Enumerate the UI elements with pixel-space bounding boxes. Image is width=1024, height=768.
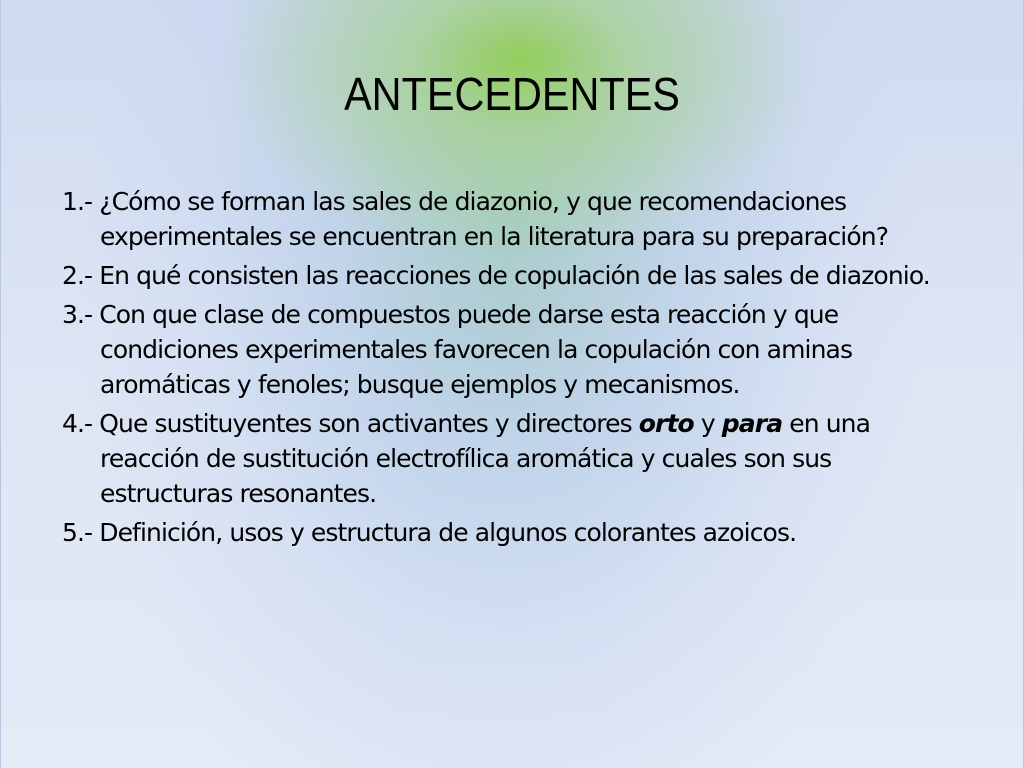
slide-title: ANTECEDENTES [344,68,680,120]
question-item-5: 5.- Definición, usos y estructura de algunos colorantes azoicos. [62,518,797,547]
question-item-3: 3.- Con que clase de compuestos puede darse esta reacción y que condiciones experimentales favorecen la copulación con aminas aromáticas y fenoles; busque ejemplos y mecanismos. [62,300,853,399]
question-item-1: 1.- ¿Cómo se forman las sales de diazonio, y que recomendaciones experimentales se encuentran en la literatura para su preparación? [62,187,889,251]
emphasis-para: para [721,409,783,438]
question-item-4 [62,406,962,511]
question-item-2: 2.- En qué consisten las reacciones de copulación de las sales de diazonio. [62,261,930,290]
question-item-4-part2: y [693,409,722,438]
emphasis-orto: orto [638,409,694,438]
question-list [62,184,962,554]
question-item-4-part1: 4.- Que sustituyentes son activantes y directores [62,409,639,438]
question-item-4-part3: en una reacción de sustitución electrofílica aromática y cuales son sus estructuras resonantes. [100,409,871,508]
